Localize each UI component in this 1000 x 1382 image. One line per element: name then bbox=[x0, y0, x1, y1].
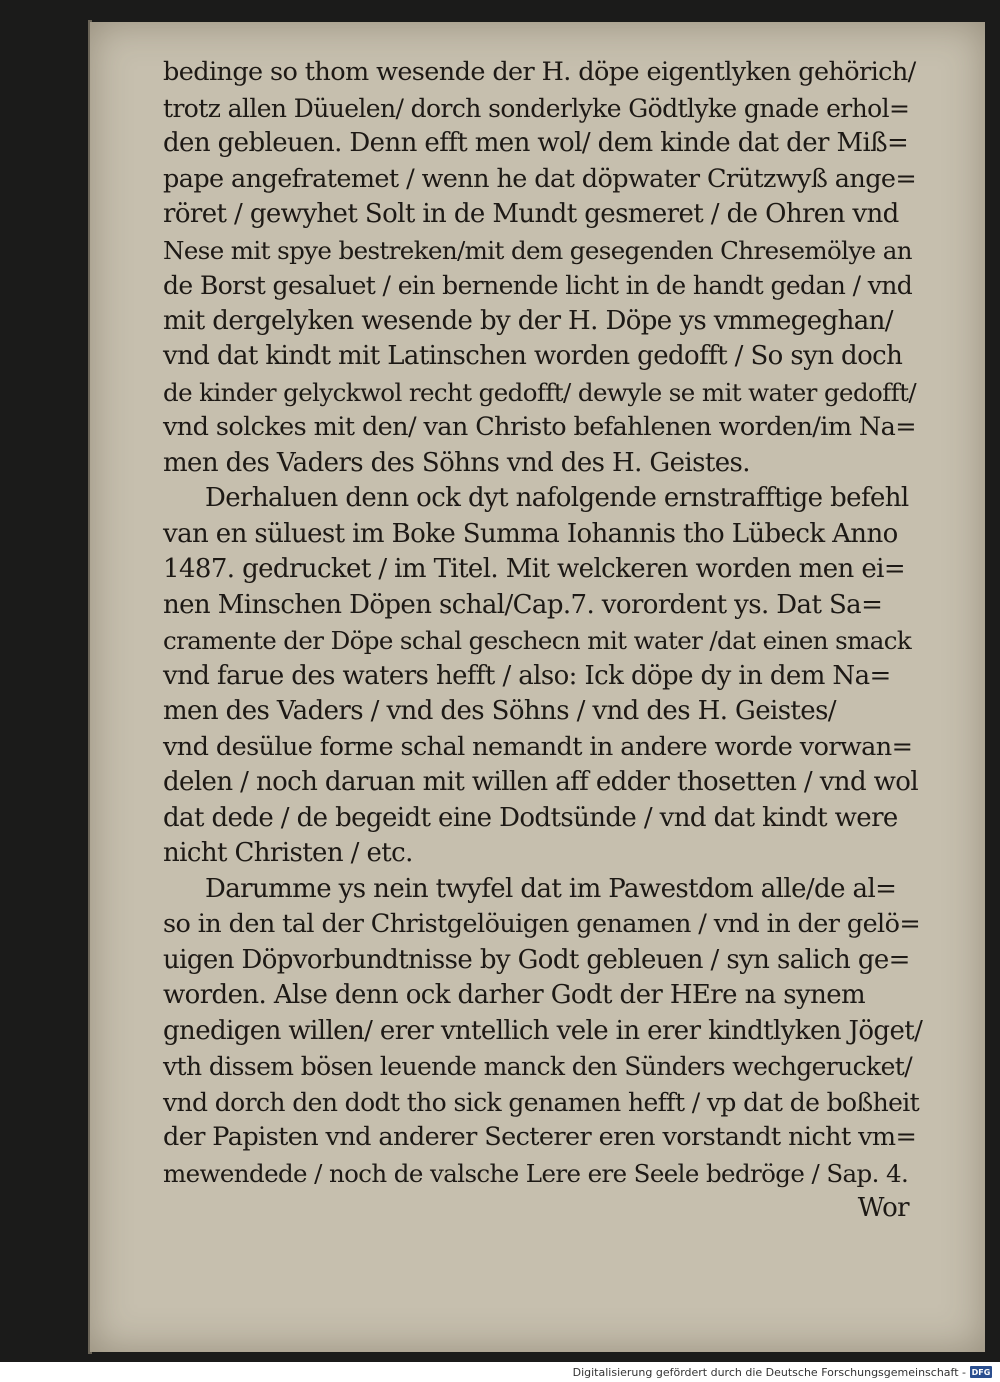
text-line: nen Minschen Döpen schal/Cap.7. vorordent ys. Dat Sa= bbox=[163, 589, 883, 620]
text-line: vnd desülue forme schal nemandt in andere worde vorwan= bbox=[163, 731, 913, 762]
text-line: de kinder gelyckwol recht gedofft/ dewyle se mit water gedofft/ bbox=[163, 377, 917, 407]
text-line: pape angefratemet / wenn he dat döpwater Crützwyß ange= bbox=[163, 163, 917, 194]
text-line: uigen Döpvorbundtnisse by Godt gebleuen / syn salich ge= bbox=[163, 944, 910, 975]
text-line: trotz allen Düuelen/ dorch sonderlyke Gödtlyke gnade erhol= bbox=[163, 93, 910, 123]
text-line: men des Vaders des Söhns vnd des H. Geistes. bbox=[163, 447, 750, 478]
text-line: vnd dat kindt mit Latinschen worden gedofft / So syn doch bbox=[163, 341, 903, 371]
text-line: de Borst gesaluet / ein bernende licht in de handt gedan / vnd bbox=[163, 271, 913, 300]
text-line: bedinge so thom wesende der H. döpe eigentlyken gehörich/ bbox=[163, 57, 916, 87]
text-line: röret / gewyhet Solt in de Mundt gesmeret / de Ohren vnd bbox=[163, 199, 899, 229]
text-line: dat dede / de begeidt eine Dodtsünde / vnd dat kindt were bbox=[163, 802, 898, 833]
text-line: worden. Alse denn ock darher Godt der HEre na synem bbox=[163, 980, 866, 1010]
text-line: nicht Christen / etc. bbox=[163, 838, 413, 868]
text-line: so in den tal der Christgelöuigen genamen / vnd in der gelö= bbox=[163, 909, 921, 939]
text-line: mit dergelyken wesende by der H. Döpe ys vmmegeghan/ bbox=[163, 305, 893, 336]
page-text bbox=[163, 55, 923, 1227]
paragraph-start-line: Darumme ys nein twyfel dat im Pawestdom alle/de al= bbox=[205, 873, 897, 904]
text-line: vnd dorch den dodt tho sick genamen hefft / vp dat de boßheit bbox=[163, 1087, 920, 1117]
text-line: delen / noch daruan mit willen aff edder thosetten / vnd wol bbox=[163, 767, 919, 797]
text-line: der Papisten vnd anderer Secterer eren vorstandt nicht vm= bbox=[163, 1122, 917, 1152]
text-line: van en süluest im Boke Summa Iohannis tho Lübeck Anno bbox=[163, 518, 898, 549]
text-line: vnd solckes mit den/ van Christo befahlenen worden/im Na= bbox=[163, 412, 916, 442]
text-line: mewendede / noch de valsche Lere ere Seele bedröge / Sap. 4. bbox=[163, 1158, 909, 1188]
text-line: vth dissem bösen leuende manck den Sünders wechgerucket/ bbox=[163, 1052, 913, 1081]
paragraph-start-line: Derhaluen denn ock dyt nafolgende ernstrafftige befehl bbox=[205, 483, 909, 513]
text-line: gnedigen willen/ erer vntellich vele in erer kindtlyken Jöget/ bbox=[163, 1015, 923, 1046]
text-line: Nese mit spye bestreken/mit dem gesegenden Chresemölye an bbox=[163, 235, 912, 265]
text-line: 1487. gedrucket / im Titel. Mit welckeren worden men ei= bbox=[163, 554, 906, 584]
funding-notice: Digitalisierung gefördert durch die Deutsche Forschungsgemeinschaft - bbox=[572, 1365, 966, 1379]
text-line: cramente der Döpe schal geschecn mit water /dat einen smack bbox=[163, 626, 912, 655]
text-line: den gebleuen. Denn efft men wol/ dem kinde dat der Miß= bbox=[163, 128, 909, 158]
catchword: Wor bbox=[857, 1193, 909, 1223]
text-line: vnd farue des waters hefft / also: Ick döpe dy in dem Na= bbox=[163, 660, 891, 691]
text-line: men des Vaders / vnd des Söhns / vnd des H. Geistes/ bbox=[163, 696, 836, 726]
footer-bar bbox=[0, 1362, 1000, 1382]
dfg-logo-icon: DFG bbox=[971, 1367, 991, 1377]
